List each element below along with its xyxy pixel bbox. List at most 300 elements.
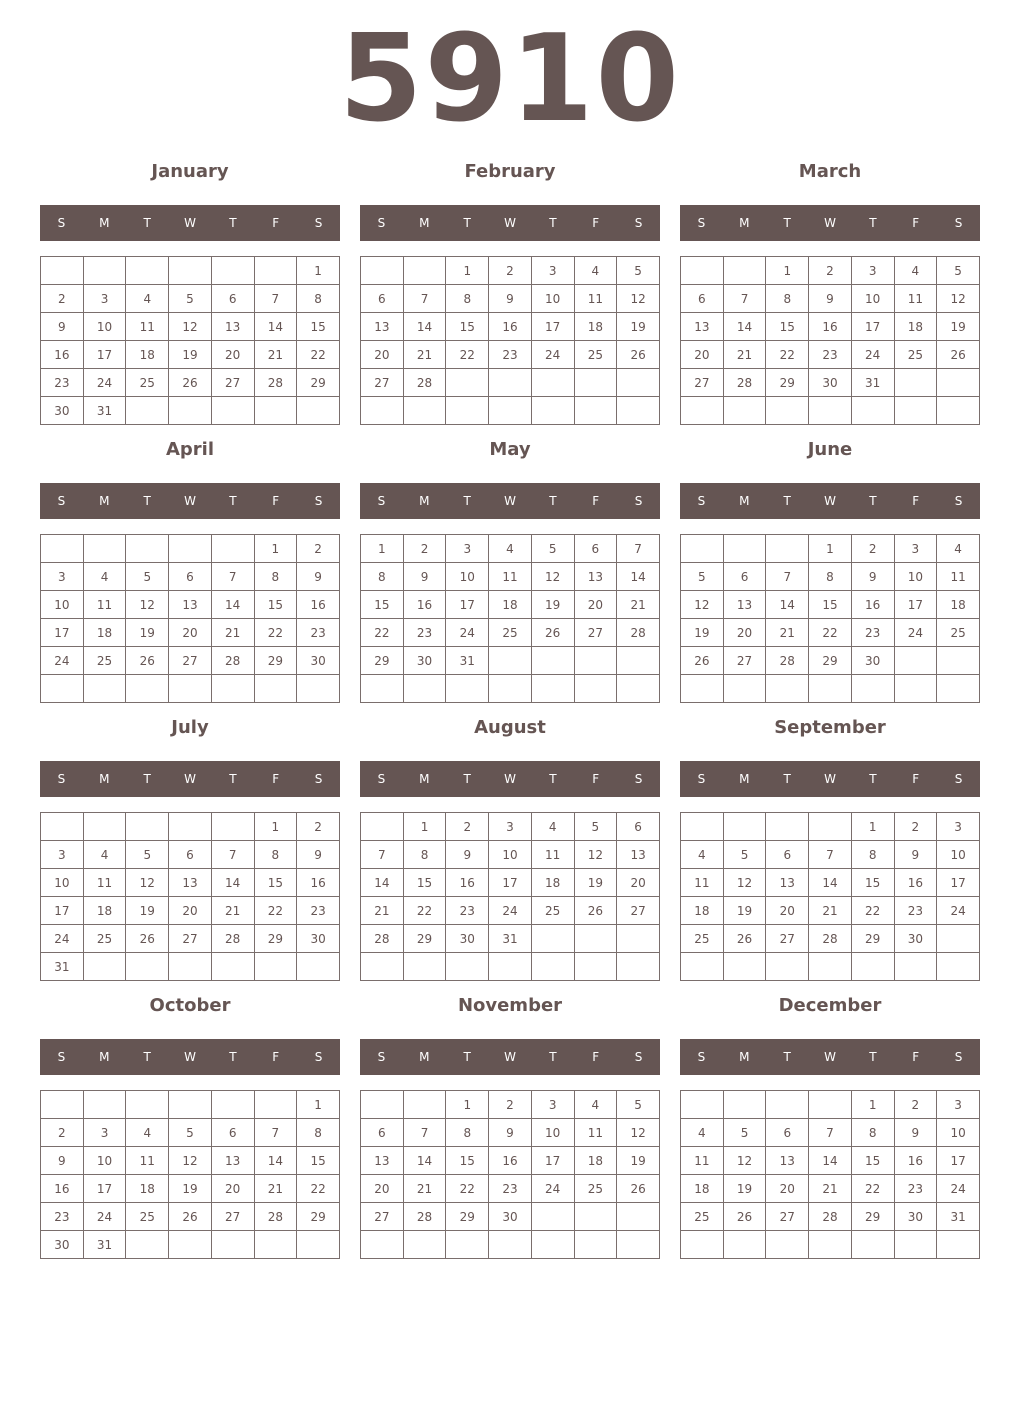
week-row	[681, 257, 980, 285]
day-cell: 16	[297, 869, 340, 897]
weekday-label: F	[912, 1050, 920, 1064]
day-cell: 10	[937, 1119, 980, 1147]
weekday-header	[40, 1039, 340, 1075]
day-cell	[446, 953, 489, 981]
day-cell: 31	[851, 369, 894, 397]
day-cell: 8	[851, 1119, 894, 1147]
weekday-label: S	[954, 1050, 963, 1064]
day-cell: 13	[361, 313, 404, 341]
day-cell: 20	[361, 341, 404, 369]
month-title: June	[807, 439, 853, 460]
day-cell: 27	[617, 897, 660, 925]
day-cell	[446, 675, 489, 703]
day-cell: 10	[894, 563, 937, 591]
day-cell: 22	[403, 897, 446, 925]
weekday-label: T	[143, 494, 151, 508]
day-cell	[403, 257, 446, 285]
day-cell: 7	[766, 563, 809, 591]
day-cell: 22	[446, 1175, 489, 1203]
day-cell: 12	[723, 869, 766, 897]
day-cell: 21	[617, 591, 660, 619]
day-cell: 5	[617, 257, 660, 285]
week-row	[41, 397, 340, 425]
day-cell: 9	[894, 841, 937, 869]
day-cell	[574, 953, 617, 981]
day-cell: 27	[766, 925, 809, 953]
day-cell: 25	[574, 341, 617, 369]
day-cell	[617, 369, 660, 397]
day-cell	[211, 535, 254, 563]
day-cell: 9	[894, 1119, 937, 1147]
day-cell	[169, 1091, 212, 1119]
day-cell	[254, 257, 297, 285]
day-cell	[446, 1231, 489, 1259]
day-cell: 26	[937, 341, 980, 369]
weekday-label: S	[377, 772, 386, 786]
day-cell: 29	[297, 1203, 340, 1231]
day-cell: 12	[617, 1119, 660, 1147]
day-cell	[531, 675, 574, 703]
day-cell: 19	[723, 1175, 766, 1203]
day-cell: 10	[446, 563, 489, 591]
day-cell: 13	[169, 591, 212, 619]
weekday-label: W	[184, 1050, 196, 1064]
day-cell: 17	[41, 619, 84, 647]
weekday-header	[680, 483, 980, 519]
day-cell	[446, 369, 489, 397]
day-cell: 29	[297, 369, 340, 397]
day-cell	[617, 397, 660, 425]
day-cell: 19	[126, 619, 169, 647]
day-cell: 21	[254, 341, 297, 369]
day-cell: 3	[937, 1091, 980, 1119]
day-cell: 20	[723, 619, 766, 647]
day-grid	[360, 534, 660, 703]
day-cell	[126, 813, 169, 841]
day-cell	[681, 397, 724, 425]
day-cell	[723, 953, 766, 981]
day-cell	[211, 257, 254, 285]
week-row	[361, 1091, 660, 1119]
day-cell	[531, 647, 574, 675]
day-cell: 19	[574, 869, 617, 897]
week-row	[361, 897, 660, 925]
day-cell	[723, 1231, 766, 1259]
day-cell: 11	[531, 841, 574, 869]
weekday-label: S	[697, 494, 706, 508]
day-cell: 7	[254, 1119, 297, 1147]
day-cell	[126, 535, 169, 563]
day-cell: 22	[254, 897, 297, 925]
week-row	[41, 841, 340, 869]
day-cell	[851, 953, 894, 981]
day-cell: 2	[894, 1091, 937, 1119]
day-cell	[531, 369, 574, 397]
weekday-header	[360, 483, 660, 519]
week-row	[681, 563, 980, 591]
day-cell	[851, 1231, 894, 1259]
week-row	[681, 1147, 980, 1175]
day-cell: 18	[894, 313, 937, 341]
day-cell: 26	[126, 647, 169, 675]
day-cell	[894, 647, 937, 675]
day-cell: 8	[851, 841, 894, 869]
day-cell	[254, 1091, 297, 1119]
week-row	[41, 925, 340, 953]
day-cell: 5	[169, 285, 212, 313]
day-cell	[531, 953, 574, 981]
day-cell: 4	[83, 841, 126, 869]
day-cell	[766, 535, 809, 563]
weekday-label: F	[912, 216, 920, 230]
day-cell	[41, 813, 84, 841]
day-cell	[809, 813, 852, 841]
week-row	[681, 619, 980, 647]
day-cell: 15	[254, 591, 297, 619]
day-cell	[681, 675, 724, 703]
day-cell: 26	[126, 925, 169, 953]
day-cell	[446, 397, 489, 425]
weekday-label: F	[272, 216, 280, 230]
weekday-label: S	[314, 772, 323, 786]
day-cell: 8	[809, 563, 852, 591]
day-cell	[41, 675, 84, 703]
weekday-header	[680, 1039, 980, 1075]
week-row	[41, 1231, 340, 1259]
day-cell: 21	[361, 897, 404, 925]
day-cell: 28	[403, 1203, 446, 1231]
day-cell: 5	[617, 1091, 660, 1119]
week-row	[361, 841, 660, 869]
day-cell: 30	[894, 1203, 937, 1231]
day-cell: 20	[169, 897, 212, 925]
day-cell: 19	[126, 897, 169, 925]
day-cell: 18	[83, 897, 126, 925]
day-cell	[723, 675, 766, 703]
day-cell	[894, 953, 937, 981]
day-cell: 16	[41, 341, 84, 369]
day-cell	[681, 813, 724, 841]
day-cell	[297, 675, 340, 703]
day-cell: 4	[126, 1119, 169, 1147]
day-grid	[40, 534, 340, 703]
day-cell	[126, 397, 169, 425]
day-cell	[531, 397, 574, 425]
day-cell	[361, 953, 404, 981]
day-cell: 21	[723, 341, 766, 369]
day-cell	[169, 1231, 212, 1259]
day-cell: 2	[851, 535, 894, 563]
day-cell: 28	[254, 1203, 297, 1231]
day-cell: 24	[83, 1203, 126, 1231]
day-cell: 19	[617, 313, 660, 341]
weekday-label: T	[869, 1050, 877, 1064]
day-cell: 27	[766, 1203, 809, 1231]
day-cell: 10	[83, 313, 126, 341]
weekday-label: S	[634, 216, 643, 230]
weekday-label: S	[57, 494, 66, 508]
week-row	[361, 1231, 660, 1259]
weekday-label: S	[377, 216, 386, 230]
day-cell	[894, 369, 937, 397]
day-cell: 15	[361, 591, 404, 619]
day-cell	[766, 813, 809, 841]
day-cell	[361, 1231, 404, 1259]
week-row	[361, 1147, 660, 1175]
week-row	[361, 953, 660, 981]
day-cell: 15	[297, 1147, 340, 1175]
day-cell: 18	[489, 591, 532, 619]
day-cell	[766, 953, 809, 981]
day-cell: 2	[297, 535, 340, 563]
day-cell: 14	[809, 1147, 852, 1175]
week-row	[41, 1091, 340, 1119]
week-row	[361, 257, 660, 285]
day-cell: 12	[169, 1147, 212, 1175]
week-row	[41, 563, 340, 591]
weekday-label: F	[912, 494, 920, 508]
day-cell: 23	[894, 897, 937, 925]
weekday-label: S	[314, 216, 323, 230]
week-row	[41, 341, 340, 369]
day-cell: 26	[617, 1175, 660, 1203]
weekday-label: S	[57, 216, 66, 230]
day-cell	[531, 1231, 574, 1259]
day-cell: 2	[41, 285, 84, 313]
day-cell: 6	[574, 535, 617, 563]
weekday-label: S	[57, 1050, 66, 1064]
day-cell	[489, 647, 532, 675]
day-cell: 9	[446, 841, 489, 869]
day-cell: 6	[723, 563, 766, 591]
day-cell: 23	[41, 369, 84, 397]
weekday-label: W	[824, 494, 836, 508]
day-cell: 7	[361, 841, 404, 869]
day-cell: 12	[126, 591, 169, 619]
weekday-label: M	[739, 1050, 750, 1064]
day-cell: 16	[446, 869, 489, 897]
day-cell: 12	[531, 563, 574, 591]
day-cell: 10	[937, 841, 980, 869]
week-row	[41, 257, 340, 285]
day-grid	[40, 256, 340, 425]
day-cell: 1	[297, 257, 340, 285]
day-cell: 14	[403, 313, 446, 341]
week-row	[361, 313, 660, 341]
day-cell: 9	[297, 563, 340, 591]
weekday-header	[40, 483, 340, 519]
day-cell: 31	[489, 925, 532, 953]
day-cell: 24	[41, 925, 84, 953]
day-cell: 13	[211, 1147, 254, 1175]
day-cell: 12	[723, 1147, 766, 1175]
day-cell: 11	[126, 1147, 169, 1175]
day-cell: 2	[41, 1119, 84, 1147]
day-cell: 24	[937, 1175, 980, 1203]
weekday-label: W	[184, 216, 196, 230]
weekday-label: M	[99, 772, 110, 786]
day-cell: 28	[211, 925, 254, 953]
weekday-label: T	[143, 1050, 151, 1064]
weekday-label: S	[697, 1050, 706, 1064]
weekday-label: T	[463, 216, 471, 230]
weekday-label: T	[463, 772, 471, 786]
weekday-label: F	[592, 494, 600, 508]
weekday-label: W	[184, 494, 196, 508]
day-cell	[361, 1091, 404, 1119]
day-cell	[937, 397, 980, 425]
weekday-label: S	[314, 494, 323, 508]
day-cell: 18	[126, 1175, 169, 1203]
day-cell: 18	[574, 313, 617, 341]
day-cell	[617, 675, 660, 703]
day-cell: 9	[489, 1119, 532, 1147]
month-title: October	[149, 995, 231, 1016]
day-cell: 3	[83, 285, 126, 313]
day-cell: 24	[41, 647, 84, 675]
day-cell: 26	[681, 647, 724, 675]
day-cell: 23	[297, 897, 340, 925]
day-cell: 4	[126, 285, 169, 313]
day-cell: 15	[254, 869, 297, 897]
day-cell: 5	[126, 841, 169, 869]
day-cell	[937, 369, 980, 397]
day-cell: 11	[937, 563, 980, 591]
day-cell	[809, 675, 852, 703]
week-row	[361, 285, 660, 313]
day-cell: 4	[83, 563, 126, 591]
day-cell: 11	[681, 869, 724, 897]
day-cell: 6	[169, 841, 212, 869]
week-row	[681, 1203, 980, 1231]
day-cell: 21	[211, 897, 254, 925]
day-cell: 7	[403, 285, 446, 313]
day-cell	[574, 675, 617, 703]
day-cell: 31	[446, 647, 489, 675]
day-cell: 1	[766, 257, 809, 285]
weekday-label: W	[824, 772, 836, 786]
day-cell: 28	[403, 369, 446, 397]
day-cell: 29	[361, 647, 404, 675]
day-cell: 30	[41, 397, 84, 425]
week-row	[681, 1175, 980, 1203]
day-cell	[211, 675, 254, 703]
day-cell: 7	[211, 563, 254, 591]
day-cell	[403, 675, 446, 703]
week-row	[681, 841, 980, 869]
weekday-header	[40, 205, 340, 241]
day-cell: 22	[446, 341, 489, 369]
week-row	[41, 647, 340, 675]
week-row	[41, 813, 340, 841]
week-row	[681, 285, 980, 313]
week-row	[681, 397, 980, 425]
day-cell	[254, 397, 297, 425]
day-cell: 26	[723, 925, 766, 953]
week-row	[41, 535, 340, 563]
day-cell: 29	[766, 369, 809, 397]
day-cell: 22	[851, 1175, 894, 1203]
weekday-label: T	[143, 216, 151, 230]
day-cell: 30	[41, 1231, 84, 1259]
day-cell: 2	[489, 1091, 532, 1119]
day-cell: 15	[446, 1147, 489, 1175]
week-row	[681, 675, 980, 703]
weekday-label: T	[783, 216, 791, 230]
day-cell: 27	[723, 647, 766, 675]
day-cell: 17	[531, 313, 574, 341]
day-cell: 19	[617, 1147, 660, 1175]
week-row	[681, 1091, 980, 1119]
weekday-label: W	[184, 772, 196, 786]
day-cell: 20	[766, 897, 809, 925]
day-cell	[169, 813, 212, 841]
day-cell: 16	[489, 1147, 532, 1175]
week-row	[41, 313, 340, 341]
day-cell: 4	[681, 1119, 724, 1147]
day-cell: 17	[531, 1147, 574, 1175]
day-cell: 30	[297, 647, 340, 675]
day-cell: 23	[403, 619, 446, 647]
day-cell	[211, 1231, 254, 1259]
day-grid	[680, 534, 980, 703]
week-row	[681, 535, 980, 563]
weekday-header	[360, 205, 660, 241]
day-cell: 2	[894, 813, 937, 841]
day-cell	[297, 397, 340, 425]
year-title: 5910	[339, 10, 681, 149]
day-cell: 1	[809, 535, 852, 563]
weekday-label: S	[57, 772, 66, 786]
day-cell: 6	[169, 563, 212, 591]
day-grid	[360, 812, 660, 981]
day-cell: 25	[681, 925, 724, 953]
day-cell: 13	[169, 869, 212, 897]
day-cell	[937, 1231, 980, 1259]
day-cell	[254, 1231, 297, 1259]
day-cell: 5	[531, 535, 574, 563]
day-cell: 20	[211, 341, 254, 369]
day-cell	[489, 397, 532, 425]
weekday-label: S	[954, 216, 963, 230]
day-cell: 23	[297, 619, 340, 647]
day-cell	[681, 535, 724, 563]
week-row	[361, 619, 660, 647]
day-cell	[41, 535, 84, 563]
day-cell: 9	[403, 563, 446, 591]
day-cell: 2	[809, 257, 852, 285]
week-row	[41, 619, 340, 647]
day-cell: 25	[937, 619, 980, 647]
weekday-header	[360, 1039, 660, 1075]
day-cell: 20	[681, 341, 724, 369]
day-cell: 7	[211, 841, 254, 869]
day-cell: 4	[894, 257, 937, 285]
day-cell: 13	[766, 869, 809, 897]
day-cell: 22	[254, 619, 297, 647]
day-cell: 24	[894, 619, 937, 647]
day-cell: 6	[361, 1119, 404, 1147]
day-cell: 20	[211, 1175, 254, 1203]
day-cell: 3	[41, 563, 84, 591]
day-cell	[211, 1091, 254, 1119]
day-cell	[617, 647, 660, 675]
day-cell	[617, 925, 660, 953]
week-row	[41, 953, 340, 981]
day-cell: 2	[446, 813, 489, 841]
day-cell: 1	[297, 1091, 340, 1119]
day-cell: 10	[489, 841, 532, 869]
